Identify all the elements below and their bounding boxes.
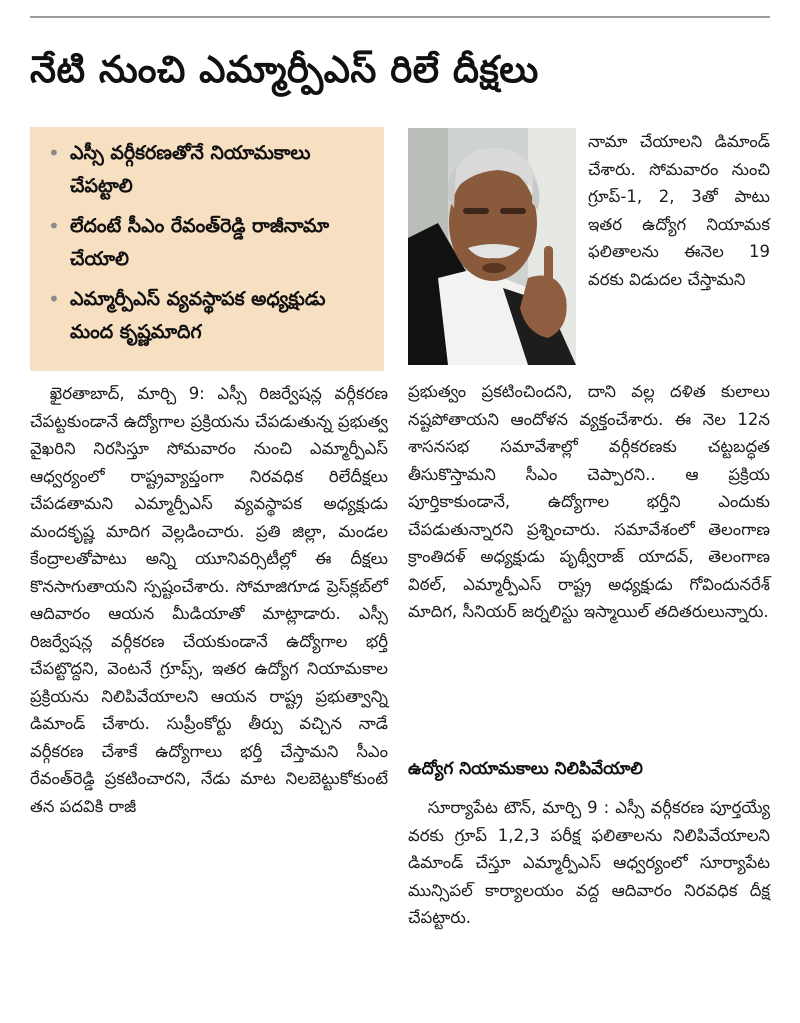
article-body-right-bottom: సూర్యాపేట టౌన్, మార్చి 9 : ఎస్సీ వర్గీకరణ పూర్తయ్యే వరకు గ్రూప్ 1,2,3 పరీక్ష ఫలితాలను నిలిపివేయాలని డిమాండ్ చేస్తూ ఎమ్మార్పీఎస్ ఆధ్వర్యంలో సూర్యాపేట మున్సిపల్ కార్యాలయం వద్ద ఆదివారం నిరవధిక దీక్ష చేపట్టారు. [408,798,770,927]
highlight-item [48,137,372,203]
subheading: ఉద్యోగ నియామకాలు నిలిపివేయాలి [408,759,643,779]
headline: నేటి నుంచి ఎమ్మార్పీఎస్ రిలే దీక్షలు [30,48,539,91]
highlight-text: లేదంటే సీఎం రేవంత్‌రెడ్డి రాజీనామా చేయాలి [70,215,330,270]
portrait-illustration [408,128,576,365]
bullet-icon: • [48,287,60,311]
highlight-item [48,283,372,349]
highlight-text: ఎస్సీ వర్గీకరణతోనే నియామకాలు చేపట్టాలి [70,142,311,197]
article-body-left: ఖైరతాబాద్, మార్చి 9: ఎస్సీ రిజర్వేషన్ల వర్గీకరణ చేపట్టకుండానే ఉద్యోగాల ప్రక్రియను చేపడుతున్న ప్రభుత్వ వైఖరిని నిరసిస్తూ సోమవారం నుంచి ఎమ్మార్పీఎస్ ఆధ్వర్యంలో రాష్ట్రవ్యాప్తంగా నిరవధిక రిలేదీక్షలు చేపడతామని ఎమ్మార్పీఎస్ వ్యవస్థాపక అధ్యక్షుడు మందకృష్ణ మాదిగ వెల్లడించారు. ప్రతి జిల్లా, మండల కేంద్రాలతోపాటు అన్ని యూనివర్సిటీల్లో ఈ దీక్షలు కొనసాగుతాయని స్పష్టంచేశారు. సోమాజిగూడ ప్రెస్‌క్లబ్‌లో ఆదివారం ఆయన మీడియాతో మాట్లాడారు. ఎస్సీ రిజర్వేషన్ల వర్గీకరణ చేయకుండానే ఉద్యోగాల భర్తీ చేపట్టొద్దని, వెంటనే గ్రూప్స్, ఇతర ఉద్యోగ నియామకాల ప్రక్రియను నిలిపివేయాలని ఆయన రాష్ట్ర ప్రభుత్వాన్ని డిమాండ్ చేశారు. సుప్రీంకోర్టు తీర్పు వచ్చిన నాడే వర్గీకరణ చేశాకే ఉద్యోగాలు భర్తీ చేస్తామని సీఎం రేవంత్‌రెడ్డి ప్రకటించారని, నేడు మాట నిలబెట్టుకోకుంటే తన పదవికి రాజీ [30,384,388,816]
portrait-photo [408,128,576,365]
article-body-right-middle: ప్రభుత్వం ప్రకటించిందని, దాని వల్ల దళిత కులాలు నష్టపోతాయని ఆందోళన వ్యక్తంచేశారు. ఈ నెల 12న శాసనసభ సమావేశాల్లో వర్గీకరణకు చట్టబద్ధత తీసుకొస్తామని సీఎం చెప్పారని.. ఆ ప్రక్రియ పూర్తికాకుండానే, ఉద్యోగాల భర్తీని ఎందుకు చేపడుతున్నారని ప్రశ్నించారు. సమావేశంలో తెలంగాణ క్రాంతిదళ్ అధ్యక్షుడు పృథ్వీరాజ్ యాదవ్, తెలంగాణ విఠల్, ఎమ్మార్పీఎస్ రాష్ట్ర అధ్యక్షుడు గోవిందునరేశ్ మాదిగ, సీనియర్ జర్నలిస్టు ఇస్మాయిల్ తదితరులున్నారు. [408,382,770,621]
bullet-icon: • [48,214,60,238]
article-body-right-top: నామా చేయాలని డిమాండ్ చేశారు. సోమవారం నుంచి గ్రూప్-1, 2, 3తో పాటు ఇతర ఉద్యోగ నియామక ఫలితాలను ఈనెల 19 వరకు విడుదల చేస్తామని [588,132,770,289]
bullet-icon: • [48,141,60,165]
highlight-item [48,210,372,276]
highlights-box [30,127,384,371]
top-rule [30,16,770,18]
highlight-text: ఎమ్మార్పీఎస్ వ్యవస్థాపక అధ్యక్షుడు మంద కృష్ణమాదిగ [70,288,326,343]
